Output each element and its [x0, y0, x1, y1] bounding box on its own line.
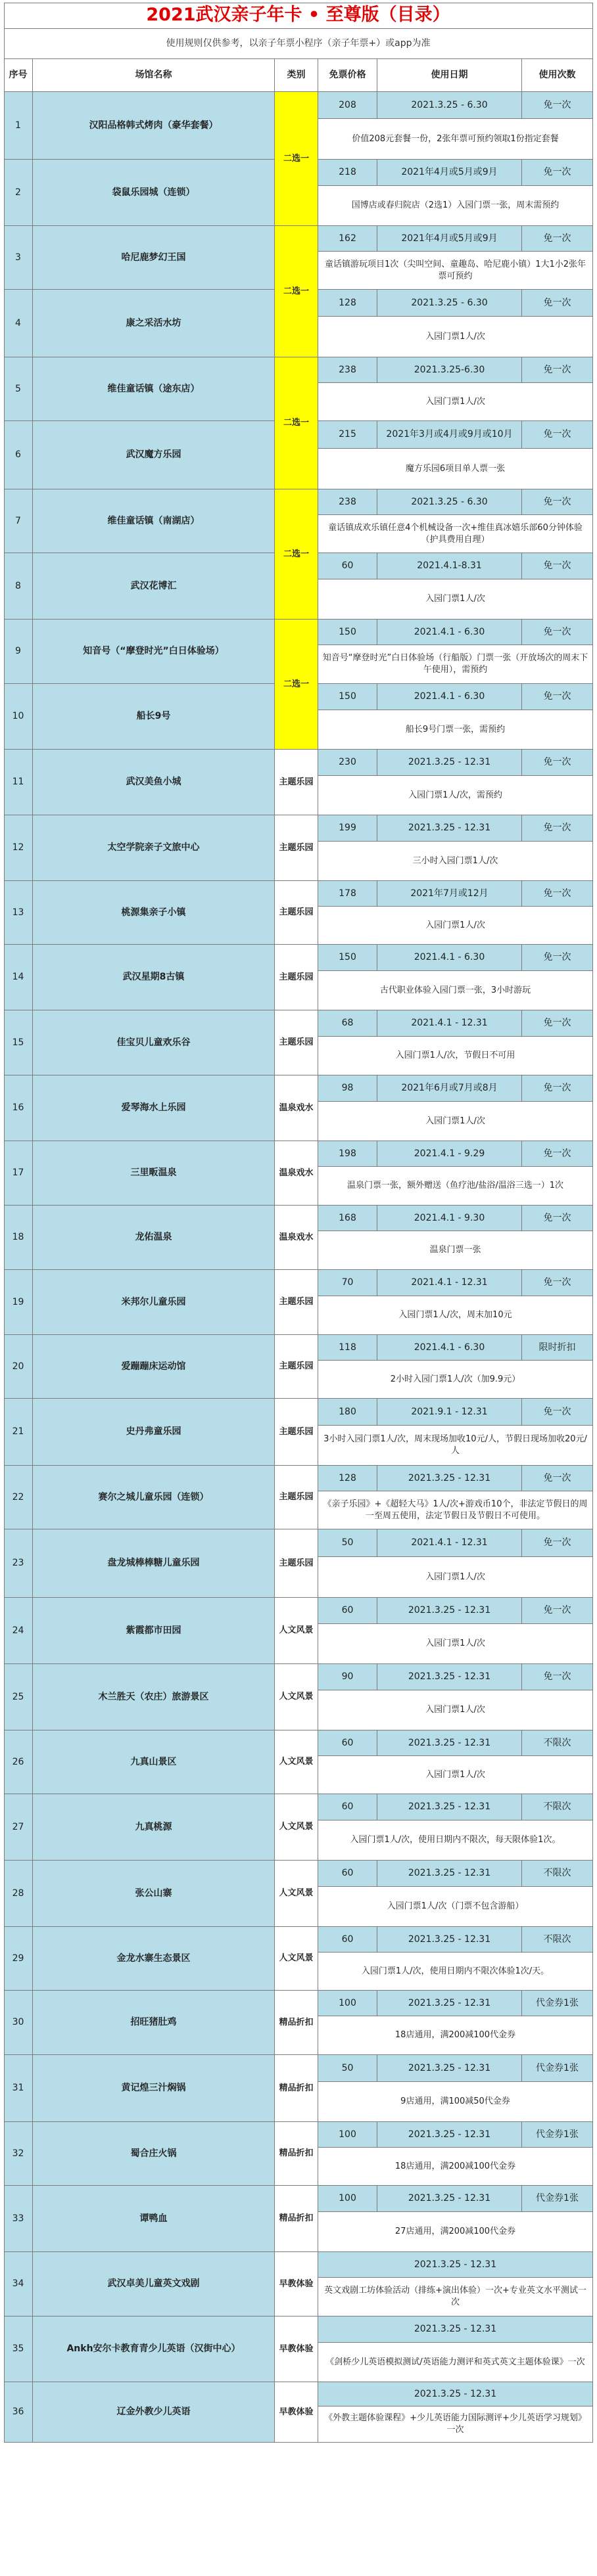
venue-name[interactable]: 船长9号 [33, 684, 275, 750]
free-price: 60 [318, 1598, 377, 1624]
use-count: 免一次 [522, 1664, 593, 1690]
use-date: 2021.3.25 - 6.30 [377, 489, 522, 515]
usage-detail: 船长9号门票一张，需预约 [318, 710, 593, 750]
row-seq: 27 [4, 1794, 33, 1861]
usage-detail: 入园门票1人/次 [318, 1756, 593, 1794]
use-count: 不限次 [522, 1730, 593, 1756]
usage-detail: 入园门票1人/次，节假日不可用 [318, 1037, 593, 1075]
category-badge: 早教体验 [275, 2252, 318, 2316]
usage-detail: 《亲子乐园》+《超轻大马》1人/次+游戏币10个，非法定节假日的周一至周五使用，法定节假日及节假日不可使用。 [318, 1491, 593, 1529]
row-seq: 26 [4, 1730, 33, 1794]
venue-name[interactable]: 爱琴海水上乐园 [33, 1075, 275, 1141]
row-seq: 3 [4, 226, 33, 290]
category-badge: 主题乐园 [275, 1010, 318, 1075]
row-seq: 23 [4, 1529, 33, 1598]
category-badge: 精品折扣 [275, 1991, 318, 2055]
category-badge: 人文风景 [275, 1598, 318, 1664]
free-price: 208 [318, 92, 377, 119]
row-seq: 10 [4, 684, 33, 750]
venue-name[interactable]: 爱蹦蹦床运动馆 [33, 1335, 275, 1399]
row-seq: 7 [4, 489, 33, 553]
choice-badge: 二选一 [275, 226, 318, 357]
venue-name[interactable]: 康之采活水坊 [33, 290, 275, 357]
use-date: 2021.3.25 - 12.31 [377, 750, 522, 776]
use-count: 免一次 [522, 489, 593, 515]
use-date: 2021.3.25 - 12.31 [377, 1598, 522, 1624]
use-count: 代金券1张 [522, 2055, 593, 2082]
category-badge: 主题乐园 [275, 1399, 318, 1466]
venue-name[interactable]: 米邦尔儿童乐园 [33, 1270, 275, 1335]
free-price: 50 [318, 2055, 377, 2082]
use-count: 免一次 [522, 1010, 593, 1037]
row-seq: 29 [4, 1927, 33, 1991]
usage-detail: 18店通用，满200减100代金券 [318, 2148, 593, 2186]
usage-detail: 入园门票1人/次，需预约 [318, 776, 593, 815]
venue-name[interactable]: 武汉美鱼小城 [33, 750, 275, 815]
venue-name[interactable]: Ankh安尔卡教育青少儿英语（汉街中心） [33, 2316, 275, 2382]
free-price: 60 [318, 1861, 377, 1887]
free-price: 60 [318, 1730, 377, 1756]
usage-detail: 国博店或春归院店（2选1）入园门票一张，周末需预约 [318, 186, 593, 226]
column-header-category: 类别 [275, 59, 318, 92]
category-badge: 人文风景 [275, 1927, 318, 1991]
venue-name[interactable]: 哈尼鹿梦幻王国 [33, 226, 275, 290]
usage-detail: 入园门票1人/次 [318, 1557, 593, 1598]
use-count: 免一次 [522, 750, 593, 776]
use-count: 不限次 [522, 1861, 593, 1887]
catalog-page [4, 0, 593, 2576]
usage-detail: 入园门票1人/次 [318, 1690, 593, 1730]
free-price: 218 [318, 160, 377, 186]
row-seq: 35 [4, 2316, 33, 2382]
use-count: 免一次 [522, 1075, 593, 1102]
category-badge: 人文风景 [275, 1730, 318, 1794]
use-count: 代金券1张 [522, 2186, 593, 2212]
use-count: 免一次 [522, 1270, 593, 1296]
use-count: 免一次 [522, 226, 593, 252]
usage-detail: 温泉门票一张，额外赠送（鱼疗池/盐浴/温浴三选一）1次 [318, 1167, 593, 1206]
row-seq: 28 [4, 1861, 33, 1927]
free-price: 238 [318, 357, 377, 383]
choice-badge: 二选一 [275, 489, 318, 620]
category-badge: 精品折扣 [275, 2122, 318, 2186]
free-price: 60 [318, 553, 377, 579]
venue-name[interactable]: 袋鼠乐园城（连锁） [33, 160, 275, 226]
use-count: 代金券1张 [522, 2122, 593, 2148]
category-badge: 主题乐园 [275, 815, 318, 881]
free-price: 150 [318, 945, 377, 971]
usage-detail: 入园门票1人/次 [318, 579, 593, 620]
free-price: 178 [318, 881, 377, 907]
row-seq: 14 [4, 945, 33, 1010]
venue-name[interactable]: 史丹弗童乐园 [33, 1399, 275, 1466]
venue-name[interactable]: 赛尔之城儿童乐园（连锁） [33, 1466, 275, 1529]
venue-name[interactable]: 太空学院亲子文旅中心 [33, 815, 275, 881]
venue-name[interactable]: 九真桃源 [33, 1794, 275, 1861]
row-seq: 5 [4, 357, 33, 421]
use-date: 2021.3.25 - 12.31 [377, 2186, 522, 2212]
row-seq: 12 [4, 815, 33, 881]
use-date: 2021.3.25 - 12.31 [377, 2055, 522, 2082]
venue-name[interactable]: 龙佑温泉 [33, 1206, 275, 1270]
free-price: 198 [318, 1141, 377, 1167]
venue-name[interactable]: 张公山寨 [33, 1861, 275, 1927]
row-seq: 17 [4, 1141, 33, 1206]
row-seq: 6 [4, 421, 33, 489]
use-count: 不限次 [522, 1927, 593, 1953]
usage-detail: 《外教主题体验课程》+少儿英语能力国际测评+少儿英语学习规划》一次 [318, 2407, 593, 2443]
usage-detail: 知音号“摩登时光”白日体验场（行船版）门票一张（开放场次的周末下午使用），需预约 [318, 645, 593, 684]
use-date: 2021.3.25 - 12.31 [377, 1466, 522, 1491]
venue-name[interactable]: 维佳童话镇（南湖店） [33, 489, 275, 553]
use-count: 免一次 [522, 290, 593, 317]
usage-detail: 18店通用，满200减100代金券 [318, 2016, 593, 2055]
free-price: 90 [318, 1664, 377, 1690]
row-seq: 16 [4, 1075, 33, 1141]
category-badge: 温泉戏水 [275, 1075, 318, 1141]
venue-name[interactable]: 汉阳品格韩式烤肉（豪华套餐） [33, 92, 275, 160]
usage-detail: 童话镇游玩项目1次（尖叫空间、童趣岛、哈尼鹿小镇）1大1小2张年票可预约 [318, 252, 593, 290]
free-price: 100 [318, 1991, 377, 2016]
use-count: 免一次 [522, 92, 593, 119]
venue-name[interactable]: 知音号（“摩登时光”白日体验场） [33, 620, 275, 684]
free-price: 118 [318, 1335, 377, 1361]
column-header-use-date: 使用日期 [377, 59, 522, 92]
use-count: 免一次 [522, 1399, 593, 1426]
column-header-venue: 场馆名称 [33, 59, 275, 92]
venue-name[interactable]: 九真山景区 [33, 1730, 275, 1794]
free-price: 70 [318, 1270, 377, 1296]
row-seq: 30 [4, 1991, 33, 2055]
use-count: 免一次 [522, 881, 593, 907]
use-date: 2021.4.1 - 12.31 [377, 1270, 522, 1296]
category-badge: 主题乐园 [275, 1335, 318, 1399]
free-price: 60 [318, 1927, 377, 1953]
row-seq: 24 [4, 1598, 33, 1664]
use-count: 免一次 [522, 1141, 593, 1167]
category-badge: 主题乐园 [275, 1529, 318, 1598]
use-date: 2021年4月或5月或9月 [377, 226, 522, 252]
category-badge: 温泉戏水 [275, 1206, 318, 1270]
column-header-free-price: 免票价格 [318, 59, 377, 92]
free-price: 168 [318, 1206, 377, 1231]
row-seq: 32 [4, 2122, 33, 2186]
venue-name[interactable]: 招旺猪肚鸡 [33, 1991, 275, 2055]
choice-badge: 二选一 [275, 620, 318, 750]
free-price: 215 [318, 421, 377, 449]
use-date: 2021.9.1 - 12.31 [377, 1399, 522, 1426]
row-seq: 33 [4, 2186, 33, 2252]
category-badge: 精品折扣 [275, 2055, 318, 2122]
use-date: 2021.3.25 - 12.31 [377, 1664, 522, 1690]
category-badge: 主题乐园 [275, 1270, 318, 1335]
venue-name[interactable]: 辽金外教少儿英语 [33, 2382, 275, 2443]
use-date: 2021.4.1 - 12.31 [377, 1529, 522, 1557]
use-count: 免一次 [522, 1598, 593, 1624]
page-title: 2021武汉亲子年卡 • 至尊版（目录） [4, 3, 593, 29]
free-price: 100 [318, 2122, 377, 2148]
use-date: 2021.4.1 - 6.30 [377, 945, 522, 971]
venue-name[interactable]: 黄记煌三汁焖锅 [33, 2055, 275, 2122]
use-date: 2021.3.25 - 12.31 [318, 2382, 593, 2407]
use-date: 2021.4.1-8.31 [377, 553, 522, 579]
venue-name[interactable]: 蜀合庄火锅 [33, 2122, 275, 2186]
row-seq: 36 [4, 2382, 33, 2443]
category-badge: 主题乐园 [275, 945, 318, 1010]
free-price: 50 [318, 1529, 377, 1557]
choice-badge: 二选一 [275, 357, 318, 489]
venue-name[interactable]: 佳宝贝儿童欢乐谷 [33, 1010, 275, 1075]
usage-detail: 温泉门票一张 [318, 1231, 593, 1270]
use-count: 免一次 [522, 1529, 593, 1557]
venue-name[interactable]: 三里畈温泉 [33, 1141, 275, 1206]
use-date: 2021.3.25 - 12.31 [377, 2122, 522, 2148]
venue-name[interactable]: 桃源集亲子小镇 [33, 881, 275, 945]
free-price: 128 [318, 290, 377, 317]
venue-name[interactable]: 盘龙城棒棒糖儿童乐园 [33, 1529, 275, 1598]
use-date: 2021.3.25-6.30 [377, 357, 522, 383]
use-date: 2021.3.25 - 12.31 [318, 2252, 593, 2278]
usage-detail: 入园门票1人/次（门票不包含游船） [318, 1887, 593, 1927]
use-date: 2021.4.1 - 6.30 [377, 1335, 522, 1361]
free-price: 238 [318, 489, 377, 515]
use-date: 2021.4.1 - 6.30 [377, 684, 522, 710]
row-seq: 1 [4, 92, 33, 160]
free-price: 180 [318, 1399, 377, 1426]
venue-name[interactable]: 武汉花博汇 [33, 553, 275, 620]
usage-detail: 3小时入园门票1人/次，周末现场加收10元/人，节假日现场加收20元/人 [318, 1426, 593, 1466]
category-badge: 人文风景 [275, 1794, 318, 1861]
row-seq: 15 [4, 1010, 33, 1075]
choice-badge: 二选一 [275, 92, 318, 226]
use-date: 2021.4.1 - 6.30 [377, 620, 522, 645]
free-price: 199 [318, 815, 377, 842]
free-price: 68 [318, 1010, 377, 1037]
use-count: 免一次 [522, 1206, 593, 1231]
row-seq: 22 [4, 1466, 33, 1529]
venue-name[interactable]: 木兰胜天（农庄）旅游景区 [33, 1664, 275, 1730]
free-price: 150 [318, 684, 377, 710]
use-count: 免一次 [522, 945, 593, 971]
use-count: 限时折扣 [522, 1335, 593, 1361]
use-date: 2021.3.25 - 6.30 [377, 92, 522, 119]
use-date: 2021.3.25 - 6.30 [377, 290, 522, 317]
row-seq: 13 [4, 881, 33, 945]
category-badge: 早教体验 [275, 2382, 318, 2443]
category-badge: 主题乐园 [275, 750, 318, 815]
usage-detail: 童话镇成欢乐镇任意4个机械设备一次+维佳真冰嬉乐部60分钟体验（护具费用自理） [318, 515, 593, 553]
usage-detail: 入园门票1人/次，使用日期内不限次，每天限体验1次。 [318, 1820, 593, 1861]
use-date: 2021.4.1 - 12.31 [377, 1010, 522, 1037]
usage-detail: 入园门票1人/次，使用日期内不限次体验1次/天。 [318, 1953, 593, 1991]
usage-detail: 9店通用，满100减50代金券 [318, 2082, 593, 2122]
free-price: 98 [318, 1075, 377, 1102]
use-date: 2021.3.25 - 12.31 [318, 2316, 593, 2343]
category-badge: 人文风景 [275, 1664, 318, 1730]
use-date: 2021年7月或12月 [377, 881, 522, 907]
category-badge: 主题乐园 [275, 1466, 318, 1529]
usage-detail: 入园门票1人/次 [318, 1102, 593, 1141]
free-price: 128 [318, 1466, 377, 1491]
use-count: 免一次 [522, 421, 593, 449]
venue-name[interactable]: 维佳童话镇（途东店） [33, 357, 275, 421]
column-header-use-count: 使用次数 [522, 59, 593, 92]
use-count: 免一次 [522, 620, 593, 645]
row-seq: 11 [4, 750, 33, 815]
row-seq: 31 [4, 2055, 33, 2122]
free-price: 100 [318, 2186, 377, 2212]
usage-detail: 入园门票1人/次，周末加10元 [318, 1296, 593, 1335]
usage-detail: 《剑桥少儿英语模拟测试/英语能力测评和英式英文主题体验课》一次 [318, 2343, 593, 2382]
venue-name[interactable]: 谭鸭血 [33, 2186, 275, 2252]
use-count: 免一次 [522, 357, 593, 383]
column-header-seq: 序号 [4, 59, 33, 92]
row-seq: 9 [4, 620, 33, 684]
category-badge: 人文风景 [275, 1861, 318, 1927]
free-price: 150 [318, 620, 377, 645]
usage-detail: 入园门票1人/次 [318, 317, 593, 357]
use-count: 代金券1张 [522, 1991, 593, 2016]
usage-detail: 英文戏剧工坊体验活动（排练+演出体验）一次+专业英文水平测试一次 [318, 2278, 593, 2316]
use-date: 2021年4月或5月或9月 [377, 160, 522, 186]
use-date: 2021.3.25 - 12.31 [377, 815, 522, 842]
use-count: 不限次 [522, 1794, 593, 1820]
use-date: 2021.3.25 - 12.31 [377, 1861, 522, 1887]
venue-name[interactable]: 武汉卓美儿童英文戏剧 [33, 2252, 275, 2316]
category-badge: 精品折扣 [275, 2186, 318, 2252]
row-seq: 34 [4, 2252, 33, 2316]
category-badge: 主题乐园 [275, 881, 318, 945]
usage-detail: 入园门票1人/次 [318, 907, 593, 945]
venue-name[interactable]: 武汉魔方乐园 [33, 421, 275, 489]
row-seq: 20 [4, 1335, 33, 1399]
use-date: 2021.3.25 - 12.31 [377, 1730, 522, 1756]
venue-name[interactable]: 武汉星期8古镇 [33, 945, 275, 1010]
free-price: 60 [318, 1794, 377, 1820]
usage-detail: 入园门票1人/次 [318, 1624, 593, 1664]
category-badge: 早教体验 [275, 2316, 318, 2382]
row-seq: 8 [4, 553, 33, 620]
usage-detail: 价值208元套餐一份，2张年票可预约领取1份指定套餐 [318, 119, 593, 160]
usage-note: 使用规则仅供参考，以亲子年票小程序（亲子年票+）或app为准 [4, 29, 593, 59]
row-seq: 19 [4, 1270, 33, 1335]
use-count: 免一次 [522, 553, 593, 579]
free-price: 230 [318, 750, 377, 776]
use-date: 2021年3月或4月或9月或10月 [377, 421, 522, 449]
category-badge: 温泉戏水 [275, 1141, 318, 1206]
usage-detail: 魔方乐园6项目单人票一张 [318, 449, 593, 489]
row-seq: 2 [4, 160, 33, 226]
venue-name[interactable]: 金龙水寨生态景区 [33, 1927, 275, 1991]
venue-name[interactable]: 紫霞都市田园 [33, 1598, 275, 1664]
row-seq: 25 [4, 1664, 33, 1730]
use-date: 2021.4.1 - 9.29 [377, 1141, 522, 1167]
usage-detail: 27店通用，满200减100代金券 [318, 2212, 593, 2252]
free-price: 162 [318, 226, 377, 252]
use-date: 2021.4.1 - 9.30 [377, 1206, 522, 1231]
usage-detail: 入园门票1人/次 [318, 383, 593, 421]
use-date: 2021年6月或7月或8月 [377, 1075, 522, 1102]
use-count: 免一次 [522, 160, 593, 186]
row-seq: 18 [4, 1206, 33, 1270]
use-count: 免一次 [522, 684, 593, 710]
use-count: 免一次 [522, 815, 593, 842]
use-date: 2021.3.25 - 12.31 [377, 1794, 522, 1820]
row-seq: 4 [4, 290, 33, 357]
use-date: 2021.3.25 - 12.31 [377, 1927, 522, 1953]
usage-detail: 三小时入园门票1人/次 [318, 842, 593, 881]
use-count: 免一次 [522, 1466, 593, 1491]
use-date: 2021.3.25 - 12.31 [377, 1991, 522, 2016]
usage-detail: 2小时入园门票1人/次（加9.9元） [318, 1361, 593, 1399]
usage-detail: 古代职业体验入园门票一张，3小时游玩 [318, 971, 593, 1010]
row-seq: 21 [4, 1399, 33, 1466]
